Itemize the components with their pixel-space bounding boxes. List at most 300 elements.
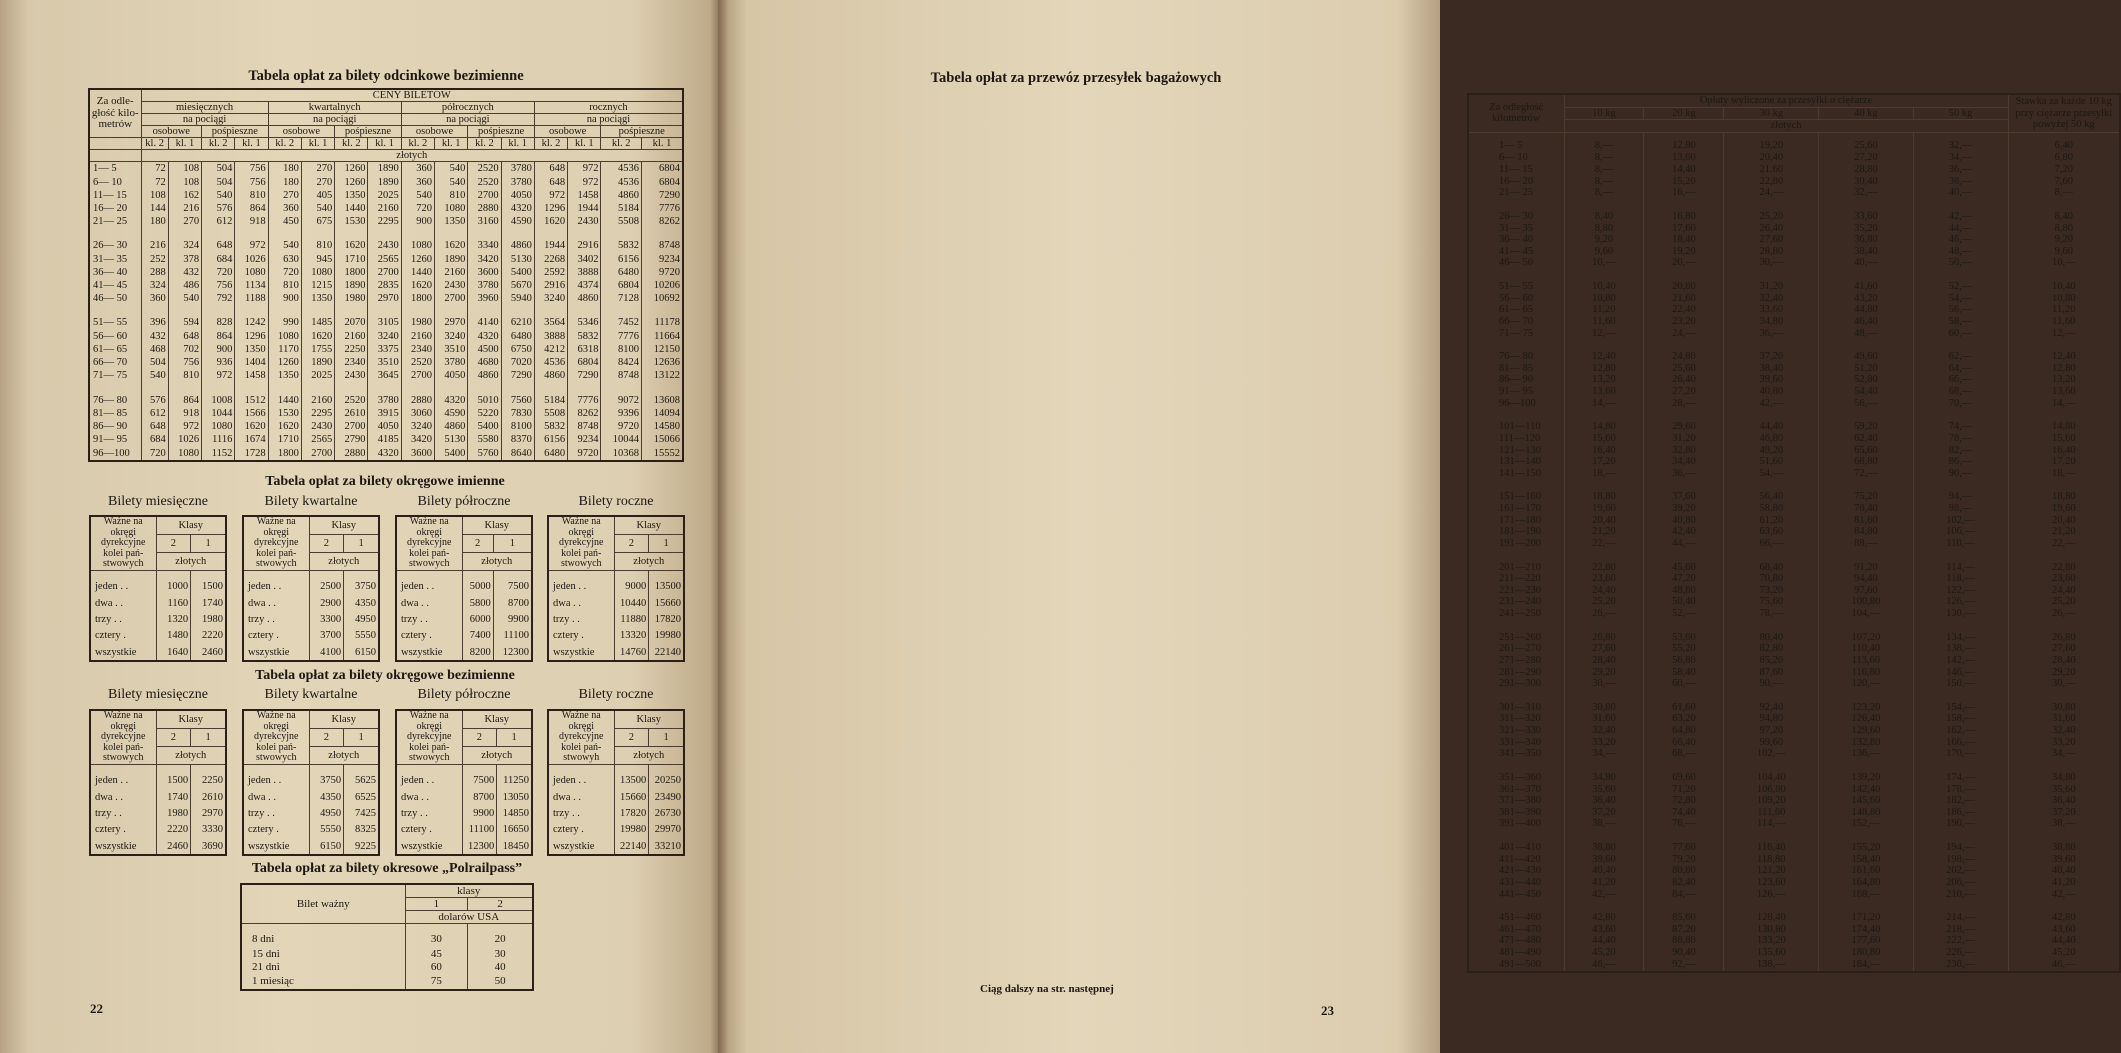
fare-cell: 720 <box>401 202 434 215</box>
fee-cell: 27,60 <box>1724 235 1819 247</box>
fare-cell: 1260 <box>401 253 434 266</box>
fee-cell: 135,60 <box>1724 948 1819 960</box>
distance-cell: 311—320 <box>1468 714 1564 726</box>
distance-cell: 361—370 <box>1468 784 1564 796</box>
fare-cell: 648 <box>534 162 567 176</box>
gap-cell <box>1468 901 1564 913</box>
fee-cell: 194,— <box>1913 843 2008 855</box>
fee-cell: 78,40 <box>1819 504 1914 516</box>
fare-cell: 3340 <box>468 239 501 252</box>
fare-cell: 2916 <box>534 279 567 292</box>
fare-cell: 13608 <box>642 393 683 406</box>
baggage-row <box>1468 282 2120 294</box>
gap-cell <box>468 228 501 239</box>
fare-cell: 540 <box>141 369 168 382</box>
fare-cell: 2700 <box>435 292 468 305</box>
valid-districts-label: Ważne na okręgi dyrekcyjne kolei pań-stwowych <box>396 516 462 570</box>
extra-rate-cell: 28,40 <box>2008 655 2120 667</box>
baggage-row <box>1468 433 2120 445</box>
fare-cell: 8748 <box>642 239 683 252</box>
ticket-kind-label: Bilety kwartalne <box>264 494 358 509</box>
distance-cell: 251—260 <box>1468 632 1564 644</box>
class-1-header: 1 <box>649 728 684 746</box>
fee-cell: 8,— <box>1564 176 1644 188</box>
fee-cell: 82,40 <box>1644 877 1724 889</box>
fee-cell: 146,— <box>1913 667 2008 679</box>
fee-cell: 37,20 <box>1564 807 1644 819</box>
gap-cell <box>1644 340 1724 352</box>
fare-cell: 1890 <box>435 253 468 266</box>
class-header: kl. 1 <box>501 138 534 150</box>
gap-cell <box>1913 480 2008 492</box>
extra-rate-cell: 23,60 <box>2008 574 2120 586</box>
fee-cell: 12,80 <box>1564 363 1644 375</box>
extra-rate-cell: 34,— <box>2008 749 2120 761</box>
distance-cell: 6— 10 <box>1468 153 1564 165</box>
extra-rate-cell: 18,— <box>2008 468 2120 480</box>
district-fare: 26730 <box>649 806 684 822</box>
fare-cell: 2700 <box>368 266 401 279</box>
district-fare: 14850 <box>497 806 532 822</box>
extra-rate-cell: 10,80 <box>2008 293 2120 305</box>
fare-cell: 1215 <box>301 279 334 292</box>
fee-cell: 40,— <box>1913 188 2008 200</box>
distance-cell: 391—400 <box>1468 819 1564 831</box>
district-row <box>243 838 379 856</box>
fee-cell: 15,60 <box>1564 433 1644 445</box>
gap-cell <box>1724 620 1819 632</box>
fare-cell: 72 <box>141 162 168 176</box>
class-1-header: 1 <box>405 898 468 911</box>
district-fare: 20250 <box>649 764 684 790</box>
fare-cell: 576 <box>141 393 168 406</box>
gap-cell <box>1468 480 1564 492</box>
gap-cell <box>1644 620 1724 632</box>
fee-cell: 66,40 <box>1644 737 1724 749</box>
fee-cell: 34,40 <box>1644 457 1724 469</box>
district-fare: 4950 <box>309 806 344 822</box>
extra-rate-cell: 46,— <box>2008 959 2120 972</box>
extra-rate-cell: 15,60 <box>2008 433 2120 445</box>
distance-cell: 201—210 <box>1468 562 1564 574</box>
fare-cell: 945 <box>301 253 334 266</box>
baggage-row <box>1468 165 2120 177</box>
fare-cell: 1458 <box>568 189 601 202</box>
gap-cell <box>534 228 567 239</box>
fare-cell: 1350 <box>335 189 368 202</box>
fare-cell: 5400 <box>468 420 501 433</box>
fare-cell: 6318 <box>568 343 601 356</box>
fare-row <box>89 162 683 176</box>
fare-cell: 10692 <box>642 292 683 305</box>
fee-cell: 27,20 <box>1819 153 1914 165</box>
fee-cell: 88,80 <box>1644 936 1724 948</box>
fee-cell: 8,— <box>1564 188 1644 200</box>
district-row <box>396 806 532 822</box>
extra-rate-cell: 13,60 <box>2008 387 2120 399</box>
gap-cell <box>141 305 168 316</box>
distance-cell: 431—440 <box>1468 877 1564 889</box>
fee-cell: 68,40 <box>1724 562 1819 574</box>
extra-rate-cell: 16,40 <box>2008 445 2120 457</box>
fare-cell: 675 <box>301 215 334 228</box>
fee-cell: 40,80 <box>1724 387 1819 399</box>
fee-cell: 50,— <box>1913 258 2008 270</box>
distance-cell: 61— 65 <box>1468 305 1564 317</box>
fee-cell: 94,40 <box>1819 574 1914 586</box>
fare-cell: 1170 <box>268 343 301 356</box>
fee-cell: 43,60 <box>1564 924 1644 936</box>
fee-cell: 40,40 <box>1564 866 1644 878</box>
odcinkowe-fare-table <box>88 88 684 462</box>
fare-cell: 1152 <box>202 446 235 461</box>
fare-cell: 9720 <box>601 420 642 433</box>
baggage-row <box>1468 468 2120 480</box>
fare-cell: 1080 <box>168 446 201 461</box>
fare-cell: 3645 <box>368 369 401 382</box>
extra-rate-cell: 26,— <box>2008 609 2120 621</box>
extra-rate-cell: 14,— <box>2008 398 2120 410</box>
fare-cell: 2430 <box>335 369 368 382</box>
region-count: dwa . . <box>243 790 309 806</box>
district-fare: 17820 <box>649 612 684 628</box>
gap-cell <box>468 382 501 393</box>
ticket-kind-label: Bilety miesięczne <box>108 494 208 509</box>
district-fare: 22140 <box>614 838 649 856</box>
fee-cell: 9,60 <box>1564 246 1644 258</box>
baggage-row <box>1468 807 2120 819</box>
fee-cell: 72,80 <box>1644 796 1724 808</box>
usd-fare: 60 <box>405 961 468 975</box>
extra-rate-cell: 12,— <box>2008 328 2120 340</box>
fee-cell: 16,40 <box>1564 445 1644 457</box>
fare-cell: 2880 <box>468 202 501 215</box>
region-count: cztery . <box>548 822 614 838</box>
gap-cell <box>1564 760 1644 772</box>
left-page <box>0 0 718 1053</box>
district-row <box>90 806 226 822</box>
fare-cell: 270 <box>268 189 301 202</box>
fee-cell: 37,20 <box>1724 352 1819 364</box>
fare-cell: 1440 <box>268 393 301 406</box>
district-fare: 2220 <box>191 628 226 644</box>
gap-cell <box>1724 831 1819 843</box>
district-fare: 5000 <box>462 570 493 596</box>
district-row <box>548 628 684 644</box>
fare-cell: 900 <box>401 215 434 228</box>
baggage-row <box>1468 819 2120 831</box>
polrail-row <box>241 947 533 961</box>
fee-cell: 33,60 <box>1724 305 1819 317</box>
region-count: cztery . <box>396 628 462 644</box>
region-count: trzy . . <box>396 612 462 628</box>
fare-cell: 1026 <box>235 253 268 266</box>
district-fare: 18450 <box>497 838 532 856</box>
fee-cell: 85,20 <box>1724 655 1819 667</box>
extra-rate-cell: 11,60 <box>2008 316 2120 328</box>
fee-cell: 40,— <box>1819 258 1914 270</box>
fare-cell: 468 <box>141 343 168 356</box>
district-fare: 2250 <box>191 764 226 790</box>
fee-cell: 120,— <box>1819 679 1914 691</box>
extra-rate-cell: 36,40 <box>2008 796 2120 808</box>
fee-cell: 19,60 <box>1564 504 1644 516</box>
odcinkowe-body <box>89 162 683 461</box>
extra-rate-cell: 29,20 <box>2008 667 2120 679</box>
fare-cell: 810 <box>168 369 201 382</box>
fare-cell: 4320 <box>468 330 501 343</box>
fare-cell: 4320 <box>368 446 401 461</box>
fare-cell: 990 <box>268 316 301 329</box>
fare-row <box>89 446 683 461</box>
group-gap <box>89 228 683 239</box>
district-fare: 1740 <box>191 596 226 612</box>
distance-cell: 321—330 <box>1468 726 1564 738</box>
distance-cell: 371—380 <box>1468 796 1564 808</box>
fare-cell: 2160 <box>401 330 434 343</box>
fee-cell: 168,— <box>1819 889 1914 901</box>
fee-cell: 68,80 <box>1819 457 1914 469</box>
fee-cell: 49,60 <box>1819 352 1914 364</box>
fare-cell: 1080 <box>401 239 434 252</box>
baggage-row <box>1468 667 2120 679</box>
gap-cell <box>2008 620 2120 632</box>
fare-cell: 1800 <box>268 446 301 461</box>
distance-cell: 76— 80 <box>1468 352 1564 364</box>
class-header: kl. 1 <box>368 138 401 150</box>
fee-cell: 126,— <box>1913 597 2008 609</box>
region-count: cztery . <box>243 822 309 838</box>
fare-cell: 270 <box>301 162 334 176</box>
fare-cell: 7776 <box>642 202 683 215</box>
district-row <box>90 628 226 644</box>
region-count: cztery . <box>90 628 156 644</box>
distance-cell: 161—170 <box>1468 504 1564 516</box>
fee-cell: 186,— <box>1913 807 2008 819</box>
fee-cell: 8,— <box>1564 153 1644 165</box>
distance-cell: 441—450 <box>1468 889 1564 901</box>
gap-cell <box>1819 901 1914 913</box>
polrailpass-title: Tabela opłat za bilety okresowe „Polrailpass” <box>251 861 523 876</box>
fee-cell: 128,40 <box>1724 913 1819 925</box>
district-fare: 13500 <box>614 764 649 790</box>
baggage-row <box>1468 913 2120 925</box>
fare-cell: 918 <box>235 215 268 228</box>
fare-cell: 8748 <box>601 369 642 382</box>
fare-cell: 1674 <box>235 433 268 446</box>
baggage-row <box>1468 375 2120 387</box>
fare-cell: 7020 <box>501 356 534 369</box>
fee-cell: 35,20 <box>1819 223 1914 235</box>
fee-cell: 154,— <box>1913 702 2008 714</box>
gap-cell <box>401 382 434 393</box>
gap-cell <box>1819 831 1914 843</box>
fare-cell: 2700 <box>335 420 368 433</box>
distance-cell: 181—190 <box>1468 527 1564 539</box>
gap-cell <box>1913 901 2008 913</box>
fare-cell: 3960 <box>468 292 501 305</box>
fare-cell: 756 <box>168 356 201 369</box>
fee-cell: 12,80 <box>1644 132 1724 153</box>
fare-cell: 108 <box>168 175 201 188</box>
fare-cell: 864 <box>235 202 268 215</box>
fare-cell: 4320 <box>435 393 468 406</box>
gap-cell <box>435 305 468 316</box>
gap-cell <box>301 382 334 393</box>
region-count: jeden . . <box>396 570 462 596</box>
region-count: trzy . . <box>243 612 309 628</box>
gap-cell <box>1644 901 1724 913</box>
currency-header: złotych <box>614 552 684 570</box>
fee-cell: 65,60 <box>1819 445 1914 457</box>
fee-cell: 42,80 <box>1564 913 1644 925</box>
district-fare: 11100 <box>493 628 532 644</box>
baggage-title: Tabela opłat za przewóz przesyłek bagażowych <box>930 70 1222 86</box>
gap-cell <box>1724 901 1819 913</box>
gap-cell <box>1724 550 1819 562</box>
district-fare: 12300 <box>462 838 497 856</box>
extra-rate-cell: 42,80 <box>2008 913 2120 925</box>
distance-cell: 211—220 <box>1468 574 1564 586</box>
distance-cell: 61— 65 <box>89 343 141 356</box>
district-fare: 4950 <box>344 612 379 628</box>
fare-cell: 9720 <box>642 266 683 279</box>
district-fare: 5800 <box>462 596 493 612</box>
gap-cell <box>1468 199 1564 211</box>
gap-cell <box>2008 550 2120 562</box>
group-gap <box>1468 410 2120 422</box>
fee-cell: 34,80 <box>1724 316 1819 328</box>
fare-cell: 5130 <box>435 433 468 446</box>
distance-cell: 301—310 <box>1468 702 1564 714</box>
baggage-row <box>1468 515 2120 527</box>
fee-cell: 13,60 <box>1644 153 1724 165</box>
distance-cell: 21— 25 <box>1468 188 1564 200</box>
fare-cell: 2160 <box>435 266 468 279</box>
usd-fare: 45 <box>405 947 468 961</box>
extra-rate-cell: 8,80 <box>2008 223 2120 235</box>
fee-cell: 80,40 <box>1724 632 1819 644</box>
gap-cell <box>1819 690 1914 702</box>
fee-cell: 138,— <box>1724 959 1819 972</box>
fee-cell: 56,— <box>1819 398 1914 410</box>
fee-cell: 68,— <box>1644 749 1724 761</box>
fee-cell: 52,80 <box>1819 375 1914 387</box>
group-gap <box>1468 620 2120 632</box>
district-ticket-table <box>242 709 380 856</box>
fee-cell: 21,20 <box>1564 527 1644 539</box>
fare-cell: 4860 <box>468 369 501 382</box>
fee-cell: 26,40 <box>1644 375 1724 387</box>
gap-cell <box>1819 620 1914 632</box>
train-type-header: pośpieszne <box>468 126 535 138</box>
currency-header: złotych <box>141 150 683 162</box>
fee-cell: 45,60 <box>1644 562 1724 574</box>
distance-cell: 51— 55 <box>1468 282 1564 294</box>
district-fare: 1980 <box>156 806 191 822</box>
distance-cell: 151—160 <box>1468 492 1564 504</box>
fee-cell: 27,20 <box>1644 387 1724 399</box>
fee-cell: 230,— <box>1913 959 2008 972</box>
fee-cell: 92,40 <box>1724 702 1819 714</box>
extra-rate-cell: 8,40 <box>2008 211 2120 223</box>
fee-cell: 100,80 <box>1819 597 1914 609</box>
district-fare: 9000 <box>614 570 649 596</box>
district-row <box>548 612 684 628</box>
fee-cell: 75,60 <box>1724 597 1819 609</box>
fare-cell: 1026 <box>168 433 201 446</box>
class-row <box>89 138 683 150</box>
district-row <box>396 612 532 628</box>
extra-rate-cell: 39,60 <box>2008 854 2120 866</box>
train-type-header: osobowe <box>534 126 601 138</box>
distance-cell: 91— 95 <box>1468 387 1564 399</box>
fare-cell: 504 <box>202 162 235 176</box>
ticket-kind-label: Bilety miesięczne <box>108 687 208 702</box>
baggage-row <box>1468 632 2120 644</box>
gap-cell <box>368 382 401 393</box>
fee-cell: 38,40 <box>1819 246 1914 258</box>
fee-cell: 28,40 <box>1564 655 1644 667</box>
fare-cell: 3600 <box>401 446 434 461</box>
district-fare: 6525 <box>344 790 379 806</box>
fee-cell: 81,60 <box>1819 515 1914 527</box>
distance-cell: 351—360 <box>1468 772 1564 784</box>
fare-cell: 4374 <box>568 279 601 292</box>
fare-cell: 594 <box>168 316 201 329</box>
fee-cell: 23,60 <box>1564 574 1644 586</box>
baggage-row <box>1468 854 2120 866</box>
fee-cell: 182,— <box>1913 796 2008 808</box>
region-count: dwa . . <box>396 596 462 612</box>
fare-cell: 1944 <box>568 202 601 215</box>
fare-cell: 5832 <box>601 239 642 252</box>
fee-cell: 30,— <box>1564 679 1644 691</box>
fare-cell: 12150 <box>642 343 683 356</box>
usd-fare: 30 <box>405 924 468 948</box>
class-header: kl. 2 <box>268 138 301 150</box>
gap-cell <box>501 305 534 316</box>
fare-cell: 6804 <box>642 175 683 188</box>
extra-rate-cell: 12,40 <box>2008 352 2120 364</box>
fee-cell: 60,— <box>1644 679 1724 691</box>
district-ticket-table <box>89 515 227 662</box>
fee-cell: 66,— <box>1913 375 2008 387</box>
fee-cell: 54,— <box>1724 468 1819 480</box>
fare-cell: 6156 <box>534 433 567 446</box>
fare-cell: 3888 <box>568 266 601 279</box>
fee-cell: 43,20 <box>1819 293 1914 305</box>
fare-cell: 1566 <box>235 407 268 420</box>
fee-cell: 123,60 <box>1724 877 1819 889</box>
distance-cell: 461—470 <box>1468 924 1564 936</box>
fare-cell: 252 <box>141 253 168 266</box>
fee-cell: 80,80 <box>1644 866 1724 878</box>
train-type-header: pośpieszne <box>601 126 683 138</box>
district-fare: 10440 <box>614 596 649 612</box>
fee-cell: 62,40 <box>1819 433 1914 445</box>
district-fare: 3690 <box>191 838 226 856</box>
fare-cell: 5580 <box>468 433 501 446</box>
gap-cell <box>568 305 601 316</box>
baggage-row <box>1468 504 2120 516</box>
fee-cell: 61,20 <box>1724 515 1819 527</box>
distance-cell: 31— 35 <box>1468 223 1564 235</box>
gap-cell <box>1564 480 1644 492</box>
distance-cell: 341—350 <box>1468 749 1564 761</box>
extra-rate-cell: 9,20 <box>2008 235 2120 247</box>
fee-cell: 63,60 <box>1724 527 1819 539</box>
